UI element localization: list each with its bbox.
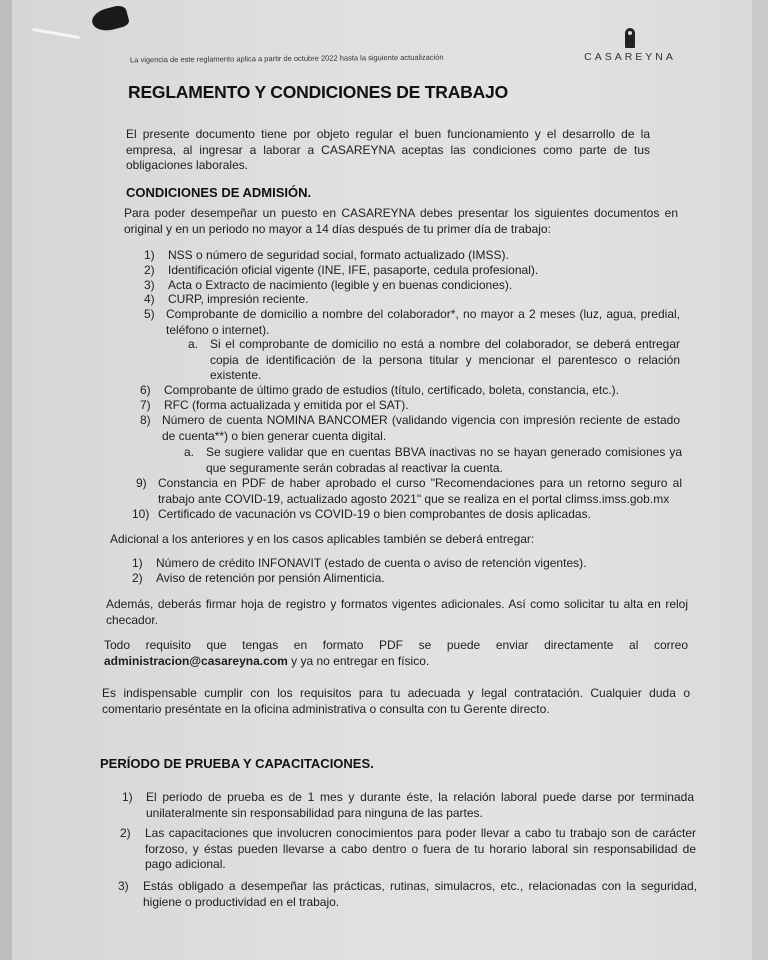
- validity-note: La vigencia de este reglamento aplica a partir de octubre 2022 hasta la siguiente actualización: [129, 52, 444, 65]
- email-address: administracion@casareyna.com: [104, 653, 288, 668]
- list-subitem: Si el comprobante de domicilio no está a nombre del colaborador, se deberá entregar copia de identificación de la persona titular y mencionar el parentesco o relación existente.: [210, 337, 680, 382]
- list-item: NSS o número de seguridad social, formato actualizado (IMSS).: [168, 248, 509, 262]
- intro-paragraph: El presente documento tiene por objeto regular el buen funcionamiento y el desarrollo de la empresa, al ingresar a laborar a CASAREYNA aceptas las condiciones como parte de tus obligaciones laborales.: [126, 127, 650, 172]
- keyhole-icon: [625, 28, 635, 48]
- pdf-note-prefix: Todo requisito que tengas en formato PDF se puede enviar directamente al correo: [104, 638, 688, 652]
- list-number: 6): [140, 383, 151, 397]
- list-number: 3): [118, 879, 129, 893]
- list-number: 1): [132, 556, 143, 570]
- list-item: El periodo de prueba es de 1 mes y durante éste, la relación laboral puede darse por terminada unilateralmente sin responsabilidad para ninguna de las partes.: [146, 790, 694, 820]
- list-number: 2): [144, 263, 155, 277]
- list-item: RFC (forma actualizada y emitida por el SAT).: [164, 398, 409, 412]
- list-number: 2): [120, 826, 131, 840]
- list-number: 1): [122, 790, 133, 804]
- list-item: Número de crédito INFONAVIT (estado de cuenta o aviso de retención vigentes).: [156, 556, 587, 570]
- list-number: 4): [144, 292, 155, 306]
- list-item: CURP, impresión reciente.: [168, 292, 309, 306]
- logo-text: CASAREYNA: [584, 51, 676, 63]
- closing-paragraph: Es indispensable cumplir con los requisitos para tu adecuada y legal contratación. Cualquier duda o comentario preséntate en la oficina administrativa o consulta con tu Gerente directo.: [102, 686, 690, 716]
- list-number: 1): [144, 248, 155, 262]
- background-edge: [752, 0, 768, 960]
- pdf-note-suffix: y ya no entregar en físico.: [291, 653, 430, 668]
- additional-lead: Adicional a los anteriores y en los casos aplicables también se deberá entregar:: [110, 532, 535, 546]
- list-letter: a.: [188, 337, 199, 351]
- list-number: 2): [132, 571, 143, 585]
- list-item: Estás obligado a desempeñar las prácticas, rutinas, simulacros, etc., relacionadas con la seguridad, higiene o productividad en el trabajo.: [143, 879, 697, 909]
- list-item: Identificación oficial vigente (INE, IFE, pasaporte, cedula profesional).: [168, 263, 539, 277]
- company-logo: [580, 28, 680, 63]
- list-number: 7): [140, 398, 151, 412]
- list-number: 5): [144, 307, 155, 321]
- list-number: 10): [132, 507, 150, 521]
- list-number: 8): [140, 413, 151, 427]
- list-letter: a.: [184, 445, 195, 459]
- pdf-note-paragraph: [104, 638, 688, 669]
- list-subitem: Se sugiere validar que en cuentas BBVA inactivas no se hayan generado comisiones ya que seguramente serán cobradas al reactivar la cuenta.: [206, 445, 682, 475]
- page-title: REGLAMENTO Y CONDICIONES DE TRABAJO: [128, 82, 508, 102]
- signature-paragraph: Además, deberás firmar hoja de registro y formatos vigentes adicionales. Así como solicitar tu alta en reloj checador.: [106, 597, 688, 627]
- list-item: Certificado de vacunación vs COVID-19 o bien comprobantes de dosis aplicadas.: [158, 507, 591, 521]
- list-number: 9): [136, 476, 147, 490]
- admission-heading: CONDICIONES DE ADMISIÓN.: [126, 185, 312, 200]
- admission-lead: Para poder desempeñar un puesto en CASAREYNA debes presentar los siguientes documentos en original y en un periodo no mayor a 14 días después de tu primer día de trabajo:: [124, 206, 678, 236]
- list-item: Las capacitaciones que involucren conocimientos para poder llevar a cabo tu trabajo son de carácter forzoso, y éstas pueden llevarse a cabo dentro o fuera de tu horario laboral sin responsabilidad de pago adicional.: [145, 826, 696, 871]
- list-item: Comprobante de domicilio a nombre del colaborador*, no mayor a 2 meses (luz, agua, predial, teléfono o internet).: [166, 307, 680, 337]
- list-item: Acta o Extracto de nacimiento (legible y en buenas condiciones).: [168, 278, 513, 292]
- list-number: 3): [144, 278, 155, 292]
- probation-heading: PERÍODO DE PRUEBA Y CAPACITACIONES.: [100, 756, 374, 771]
- list-item: Aviso de retención por pensión Alimenticia.: [156, 571, 385, 585]
- list-item: Constancia en PDF de haber aprobado el curso "Recomendaciones para un retorno seguro al trabajo ante COVID-19, actualizado agosto 2021" que se realiza en el portal climss.imss.gob.mx: [158, 476, 682, 506]
- list-item: Comprobante de último grado de estudios (título, certificado, boleta, constancia, etc.).: [164, 383, 619, 397]
- list-item: Número de cuenta NOMINA BANCOMER (validando vigencia con impresión reciente de estado de cuenta**) o bien generar cuenta digital.: [162, 413, 680, 443]
